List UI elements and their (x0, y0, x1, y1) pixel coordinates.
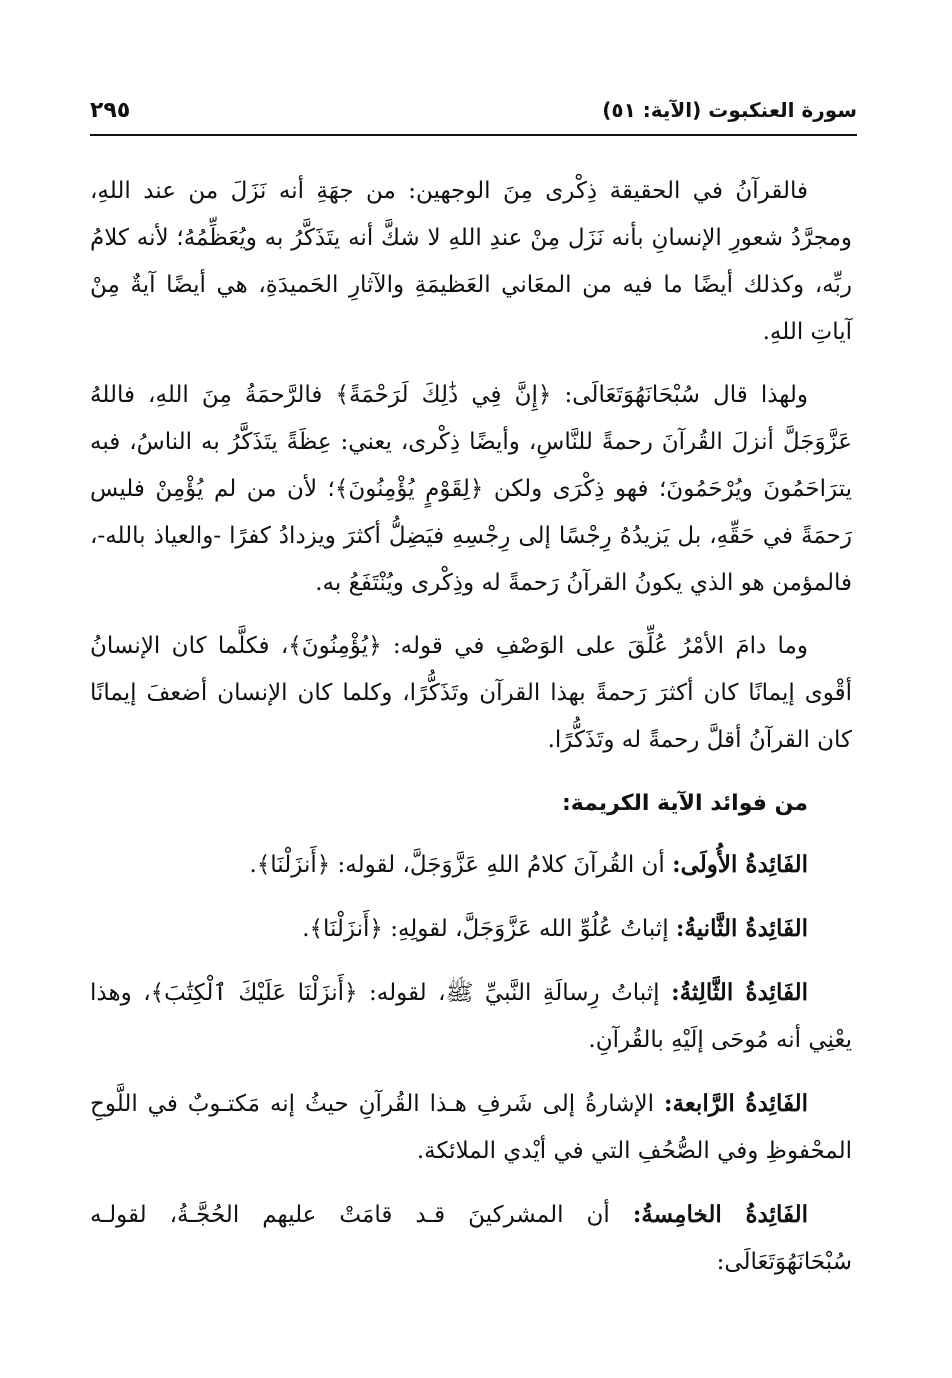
page-header (90, 92, 857, 128)
benefit-4-label: الفَائِدةُ الرَّابعة: (664, 1090, 808, 1117)
benefit-4 (90, 1080, 852, 1175)
running-head: سورة العنكبوت (الآية: ٥١) (602, 98, 857, 122)
section-heading: من فوائد الآية الكريمة: (561, 791, 808, 816)
header-rule (90, 134, 857, 136)
paragraph-2: ولهذا قال سُبْحَانَهُوَتَعَالَى: ﴿إِنَّ فِي ذَٰلِكَ لَرَحْمَةً﴾ فالرَّحمَةُ مِنَ اللهِ، فاللهُ عَزَّوَجَلَّ أنزلَ القُرآنَ رحمةً للنَّاسِ، وأيضًا ذِكْرى، يعني: عِظَةً يتَذَكَّرُ به الناسُ، فبه يترَاحَمُونَ ويُرْحَمُونَ؛ فهو ذِكْرَى ولكن ﴿لِقَوْمٍ يُؤْمِنُونَ﴾؛ لأن من لم يُؤْمِنْ فليس رَحمَةً في حَقِّهِ، بل يَزيدُهُ رِجْسًا إلى رِجْسِهِ فيَضِلُّ أكثرَ ويزدادُ كفرًا -والعياذ بالله-، فالمؤمن هو الذي يكونُ القرآنُ رَحمةً له وذِكْرى ويُنْتَفَعُ به. (90, 382, 852, 596)
page-body (90, 168, 852, 1302)
benefit-3-label: الفَائِدةُ الثَّالِثةُ: (671, 979, 809, 1006)
benefit-5-text: أن المشركينَ قـد قامَتْ عليهم الحُجَّـةُ، لقولـه سُبْحَانَهُوَتَعَالَى: (90, 1202, 852, 1275)
benefit-5 (90, 1191, 852, 1286)
benefit-4-text: الإشارةُ إلى شَرفِ هـذا القُرآنِ حيثُ إنه مَكتـوبٌ في اللَّوحِ المحْفوظِ وفي الصُّحُفِ التي في أيْدي الملائكة. (90, 1091, 852, 1164)
benefit-3 (90, 969, 852, 1064)
benefit-1 (90, 841, 852, 889)
page-number: ٢٩٥ (90, 97, 131, 123)
benefit-2 (90, 905, 852, 953)
benefit-1-label: الفَائِدةُ الأُولَى: (672, 851, 808, 878)
benefit-5-label: الفَائِدةُ الخامِسةُ: (632, 1201, 809, 1228)
benefit-2-text: إثباتُ عُلُوِّ الله عَزَّوَجَلَّ، لقولِهِ: ﴿أَنزَلْنَا﴾. (302, 916, 669, 942)
benefit-2-label: الفَائِدةُ الثَّانيةُ: (675, 915, 808, 942)
benefit-3-text: إثباتُ رِسالَةِ النَّبيِّ ﷺ، لقوله: ﴿أَنزَلْنَا عَلَيْكَ ٱلْكِتَٰبَ﴾، وهذا يعْنِي أنه مُوحَى إلَيْهِ بالقُرآنِ. (90, 980, 852, 1053)
paragraph-3: وما دامَ الأمْرُ عُلِّقَ على الوَصْفِ في قوله: ﴿يُؤْمِنُونَ﴾، فكلَّما كان الإنسانُ أقْوى إيمانًا كان أكثرَ رَحمةً بهذا القرآن وتَذَكُّرًا، وكلما كان الإنسان أضعفَ إيمانًا كان القرآنُ أقلَّ رحمةً له وتَذَكُّرًا. (90, 633, 852, 753)
paragraph-1: فالقرآنُ في الحقيقة ذِكْرى مِنَ الوجهين: من جهَةِ أنه نَزَلَ من عند اللهِ، ومجرَّدُ شعورِ الإنسانِ بأنه نَزَل مِنْ عندِ اللهِ لا شكَّ أنه يتَذَكَّرُ به ويُعَظِّمُهُ؛ لأنه كلامُ ربِّه، وكذلك أيضًا ما فيه من المعَاني العَظيمَةِ والآثارِ الحَميدَةِ، هي أيضًا آيةٌ مِنْ آياتِ اللهِ. (90, 178, 852, 345)
benefit-1-text: أن القُرآنَ كلامُ اللهِ عَزَّوَجَلَّ، لقوله: ﴿أَنزَلْنَا﴾. (249, 852, 665, 878)
